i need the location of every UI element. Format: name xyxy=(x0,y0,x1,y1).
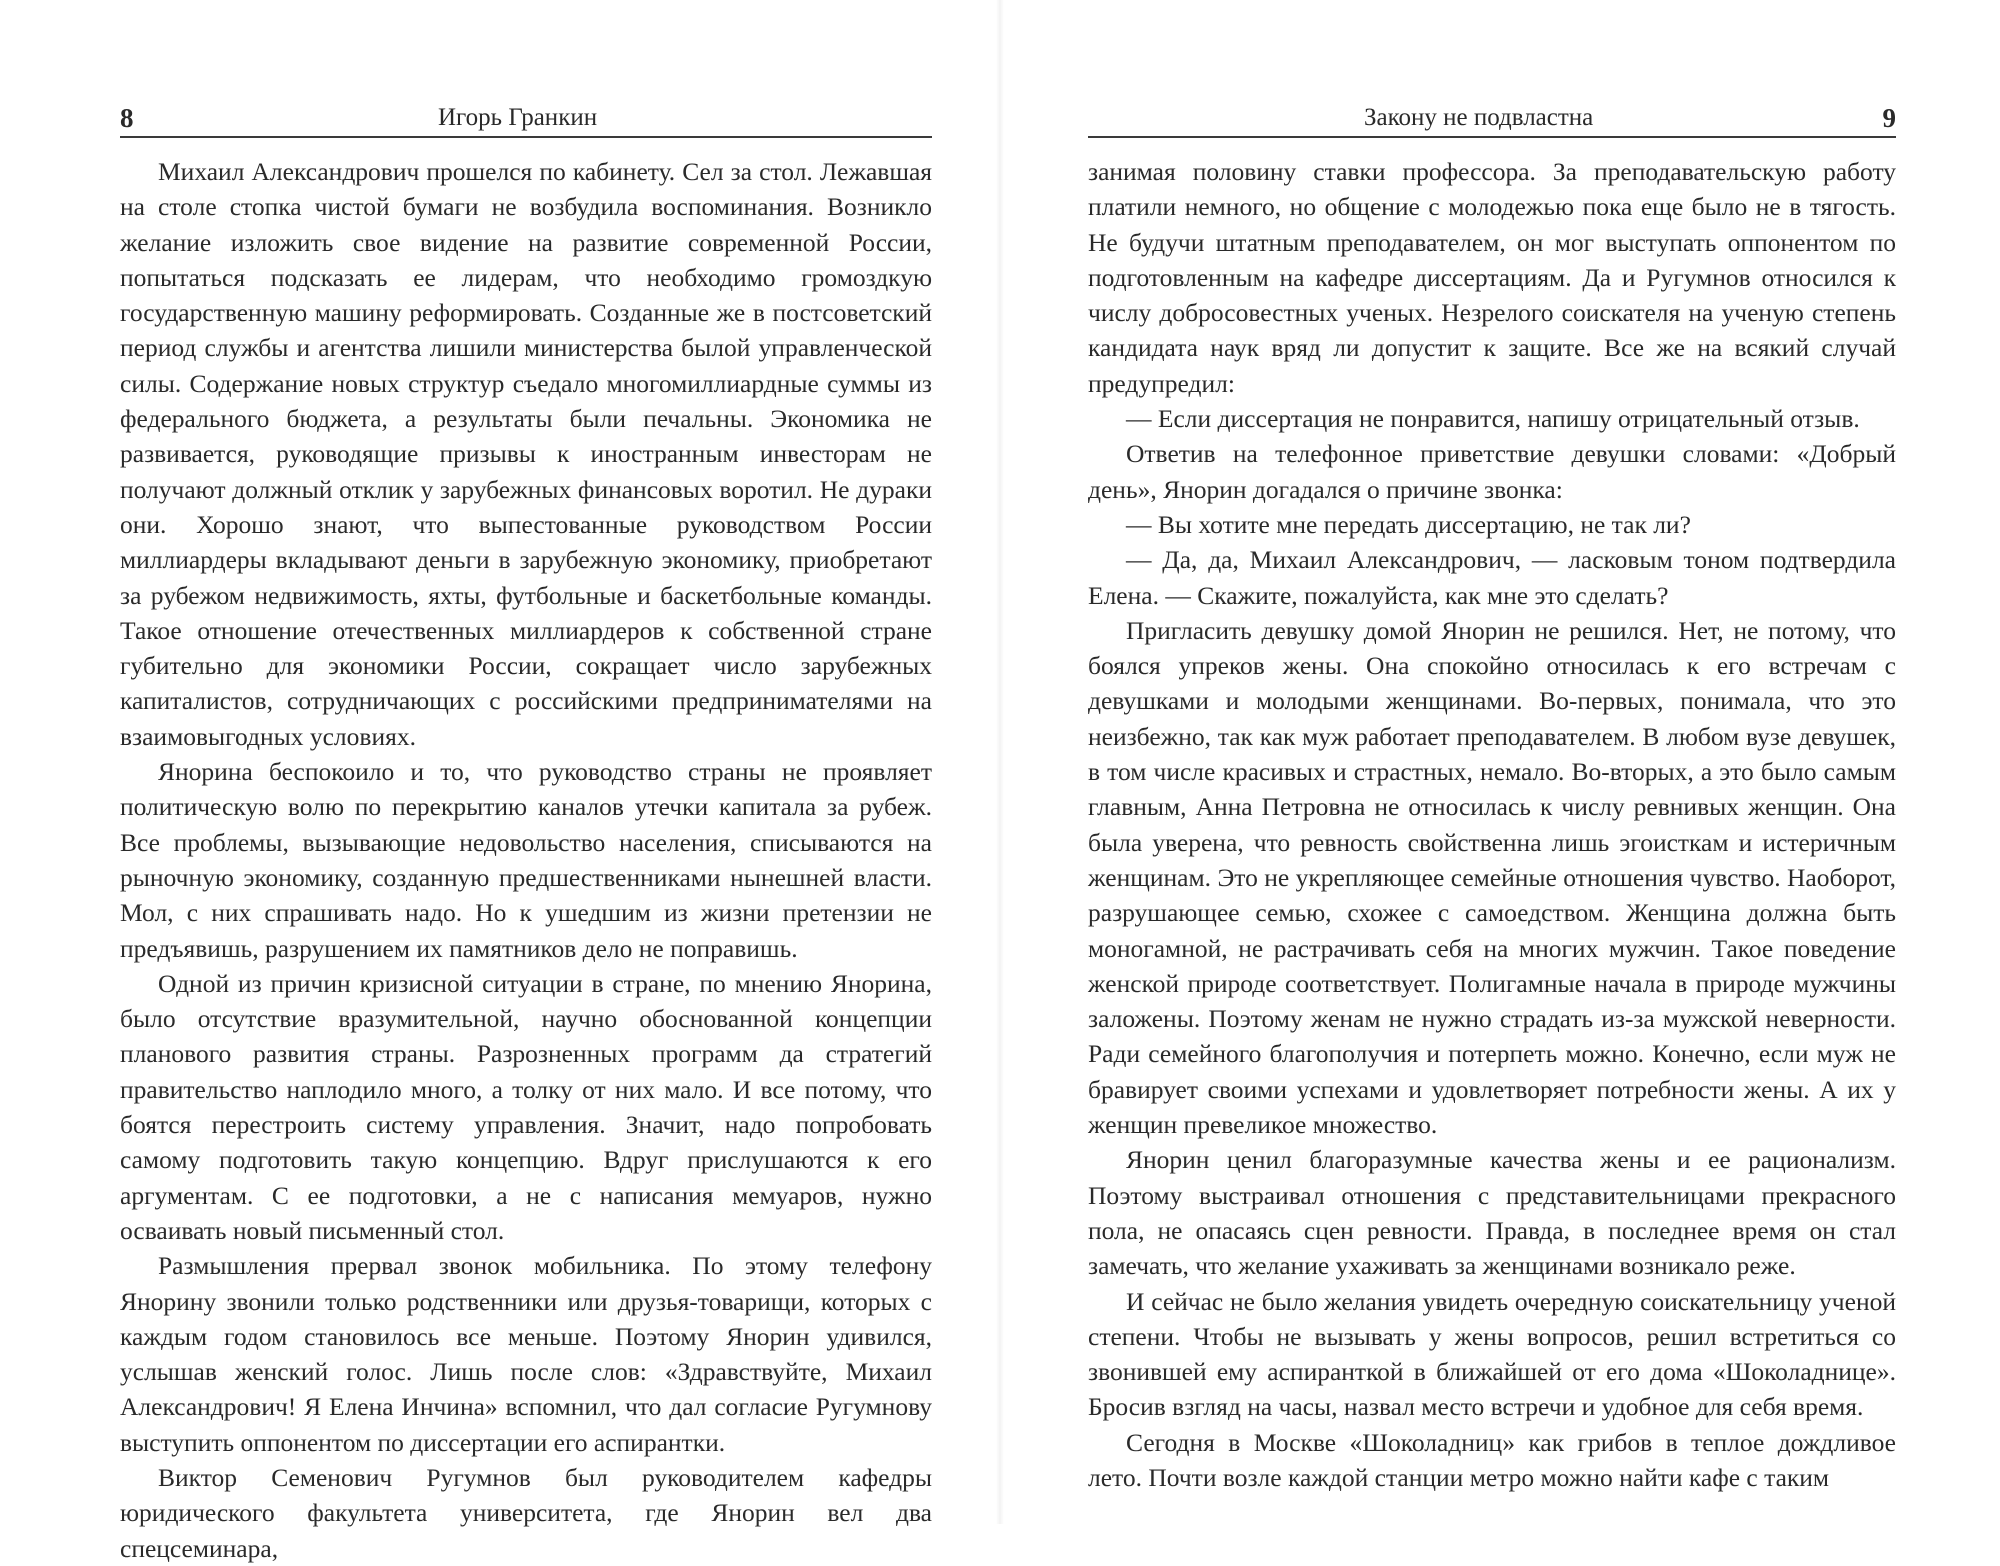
paragraph: И сейчас не было желания увидеть очередную соискательницу ученой степени. Чтобы не вызывать у жены вопросов, решил встретиться со звонившей ему аспиранткой в ближайшей от его дома «Шоколаднице». Бросив взгляд на часы, назвал место встречи и удобное для себя время. xyxy=(1088,1286,1896,1422)
right-page xyxy=(1000,0,2000,1524)
continued-paragraph: занимая половину ставки профессора. За преподавательскую работу платили немного, но общение с молодежью пока еще было не в тягость. Не будучи штатным преподавателем, он мог выступать оппонентом по подготовленным на кафедре диссертациям. Да и Ругумнов относился к числу добросовестных ученых. Незрелого соискателя на ученую степень кандидата наук вряд ли допустит к защите. Все же на всякий случай предупредил: xyxy=(1088,157,1896,398)
paragraph: Размышления прервал звонок мобильника. По этому телефону Янорину звонили только родственники или друзья-товарищи, которых с каждым годом становилось все меньше. Поэтому Янорин удивился, услышав женский голос. Лишь после слов: «Здравствуйте, Михаил Александрович! Я Елена Инчина» вспомнил, что дал согласие Ругумнову выступить оппонентом по диссертации его аспирантки. xyxy=(120,1251,932,1457)
right-running-header xyxy=(1088,98,1896,138)
right-header-title: Закону не подвластна xyxy=(1364,104,1594,131)
paragraph: Одной из причин кризисной ситуации в стране, по мнению Янорина, было отсутствие вразумительной, научно обоснованной концепции планового развития страны. Разрозненных программ да стратегий правительство наплодило много, а толку от них мало. И все потому, что боятся перестроить систему управления. Значит, надо попробовать самому подготовить такую концепцию. Вдруг прислушаются к его аргументам. С ее подготовки, а не с написания мемуаров, нужно осваивать новый письменный стол. xyxy=(120,968,932,1245)
left-page xyxy=(0,0,1000,1563)
left-page-number: 8 xyxy=(120,103,134,133)
paragraph: Янорин ценил благоразумные качества жены и ее рационализм. Поэтому выстраивал отношения с представительницами прекрасного пола, не опасаясь сцен ревности. Правда, в последнее время он стал замечать, что желание ухаживать за женщинами возникало реже. xyxy=(1088,1145,1896,1281)
left-page-text xyxy=(120,154,932,1566)
paragraph: Михаил Александрович прошелся по кабинету. Сел за стол. Лежавшая на столе стопка чистой бумаги не возбудила воспоминания. Возникло желание изложить свое видение на развитие современной России, попытаться подсказать ее лидерам, что необходимо громоздкую государственную машину реформировать. Созданные же в постсоветский период службы и агентства лишили министерства былой управленческой силы. Содержание новых структур съедало многомиллиардные суммы из федерального бюджета, а результаты были печальны. Экономика не развивается, руководящие призывы к иностранным инвесторам не получают должный отклик у зарубежных финансовых воротил. Не дураки они. Хорошо знают, что выпестованные руководством России миллиардеры вкладывают деньги в зарубежную экономику, приобретают за рубежом недвижимость, яхты, футбольные и баскетбольные команды. Такое отношение отечественных миллиардеров к собственной стране губительно для экономики России, сокращает число зарубежных капиталистов, сотрудничающих с российскими предпринимателями на взаимовыгодных условиях. xyxy=(120,157,932,751)
paragraph: — Если диссертация не понравится, напишу отрицательный отзыв. xyxy=(1126,404,1860,434)
left-header-title: Игорь Гранкин xyxy=(438,104,598,131)
right-page-number: 9 xyxy=(1882,103,1896,133)
paragraph: — Да, да, Михаил Александрович, — ласковым тоном подтвердила Елена. — Скажите, пожалуйста, как мне это сделать? xyxy=(1088,545,1896,610)
paragraph: — Вы хотите мне передать диссертацию, не так ли? xyxy=(1126,509,1691,539)
left-running-header xyxy=(120,98,932,138)
paragraph: Пригласить девушку домой Янорин не решился. Нет, не потому, что боялся упреков жены. Она спокойно относилась к его встречам с девушками и молодыми женщинами. Во-первых, понимала, что это неизбежно, так как муж работает преподавателем. В любом вузе девушек, в том числе красивых и страстных, немало. Во-вторых, а это было самым главным, Анна Петровна не относилась к числу ревнивых женщин. Она была уверена, что ревность свойственна лишь эгоисткам и истеричным женщинам. Это не укрепляющее семейные отношения чувство. Наоборот, разрушающее семью, схожее с самоедством. Женщина должна быть моногамной, не растрачивать себя на многих мужчин. Такое поведение женской природе соответствует. Полигамные начала в природе мужчины заложены. Поэтому женам не нужно страдать из-за мужской неверности. Ради семейного благополучия и потерпеть можно. Конечно, если муж не бравирует своими успехами и удовлетворяет потребности жены. А их у женщин превеликое множество. xyxy=(1088,615,1896,1140)
paragraph: Ответив на телефонное приветствие девушки словами: «Добрый день», Янорин догадался о причине звонка: xyxy=(1088,439,1896,504)
right-page-text xyxy=(1088,154,1896,1495)
paragraph: Сегодня в Москве «Шоколадниц» как грибов в теплое дождливое лето. Почти возле каждой станции метро можно найти кафе с таким xyxy=(1088,1427,1896,1492)
paragraph: Виктор Семенович Ругумнов был руководителем кафедры юридического факультета университета, где Янорин вел два спецсеминара, xyxy=(120,1462,932,1563)
paragraph: Янорина беспокоило и то, что руководство страны не проявляет политическую волю по перекрытию каналов утечки капитала за рубеж. Все проблемы, вызывающие недовольство населения, списываются на рыночную экономику, созданную предшественниками нынешней власти. Мол, с них спрашивать надо. Но к ушедшим из жизни претензии не предъявишь, разрушением их памятников дело не поправишь. xyxy=(120,757,932,963)
